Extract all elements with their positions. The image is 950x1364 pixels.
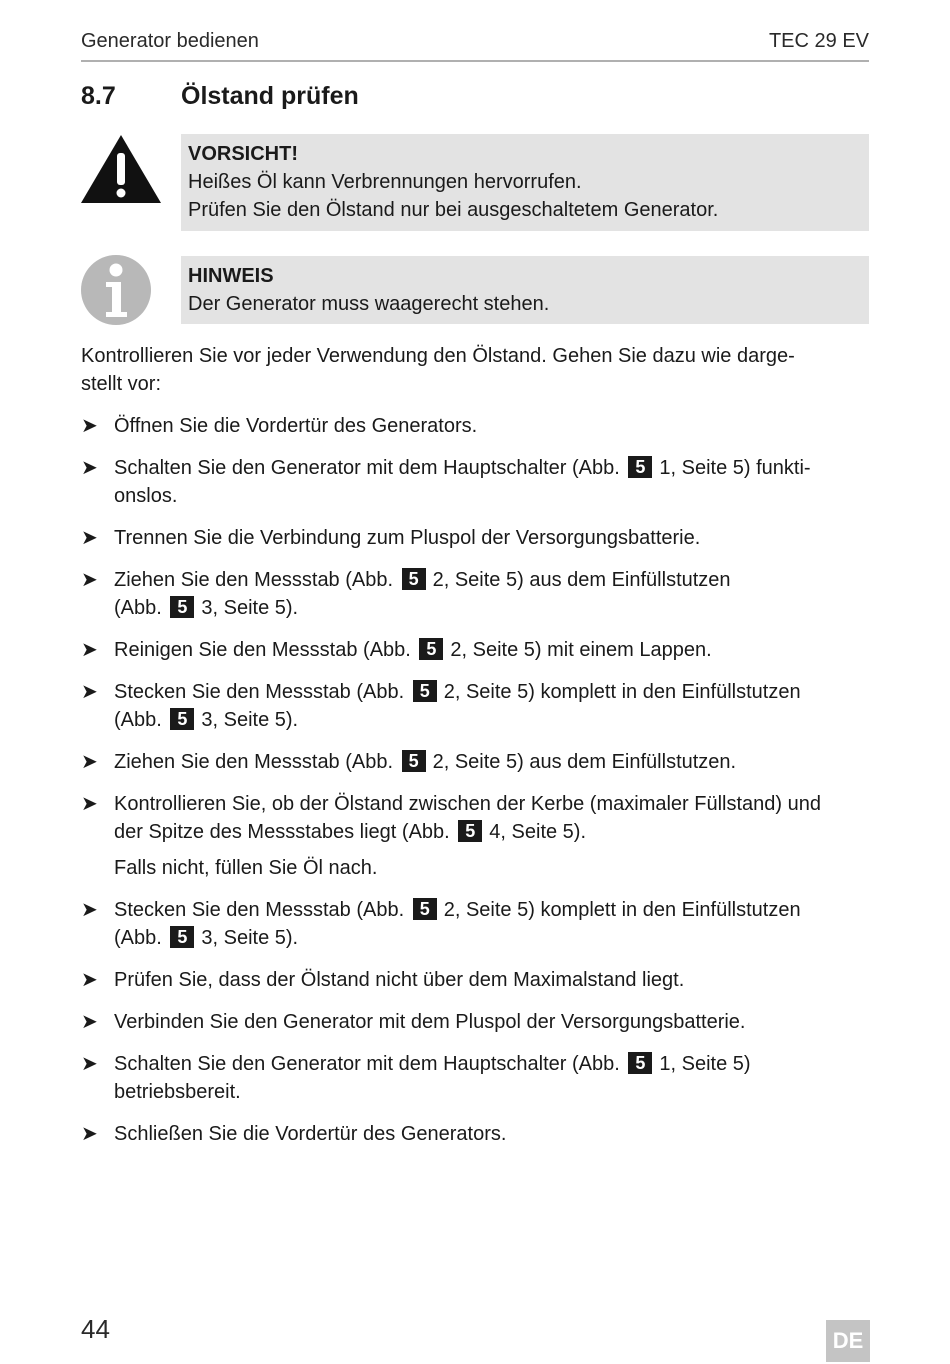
instruction-step	[81, 966, 869, 994]
instruction-step	[81, 412, 869, 440]
instruction-step	[81, 678, 869, 734]
figure-number-badge: 5	[628, 456, 652, 478]
page-number: 44	[81, 1314, 110, 1344]
note-label: HINWEIS	[188, 265, 274, 287]
figure-number-badge: 5	[628, 1052, 652, 1074]
step-line	[114, 896, 869, 924]
instruction-step	[81, 1008, 869, 1036]
caution-box	[181, 134, 869, 231]
step-text: (Abb.	[114, 927, 162, 949]
note-box	[181, 256, 869, 324]
figure-number-badge: 5	[413, 898, 437, 920]
instruction-step	[81, 636, 869, 664]
figure-number-badge: 5	[170, 708, 194, 730]
step-line	[114, 678, 869, 706]
arrow-bullet-icon: ➤	[81, 1123, 98, 1145]
step-line: Prüfen Sie, dass der Ölstand nicht über dem Maximalstand liegt.	[114, 969, 685, 991]
step-text: 2, Seite 5) komplett in den Einfüllstutzen	[443, 681, 801, 703]
step-text: 1, Seite 5) funkti-	[659, 457, 811, 479]
caution-line: Prüfen Sie den Ölstand nur bei ausgeschaltetem Generator.	[188, 199, 719, 221]
figure-number-badge: 5	[170, 596, 194, 618]
warning-triangle-icon	[80, 133, 162, 205]
step-text: 2, Seite 5) aus dem Einfüllstutzen.	[432, 751, 737, 773]
step-line	[114, 706, 869, 734]
step-text: Reinigen Sie den Messstab (Abb.	[114, 639, 411, 661]
figure-number-badge: 5	[402, 568, 426, 590]
step-line	[114, 818, 869, 846]
instruction-step	[81, 454, 869, 510]
caution-line: Heißes Öl kann Verbrennungen hervorrufen.	[188, 171, 582, 193]
intro-line: Kontrollieren Sie vor jeder Verwendung den Ölstand. Gehen Sie dazu wie darge-	[81, 345, 795, 367]
arrow-bullet-icon: ➤	[81, 899, 98, 921]
caution-label: VORSICHT!	[188, 143, 298, 165]
arrow-bullet-icon: ➤	[81, 1053, 98, 1075]
page-header	[81, 30, 869, 62]
step-line	[114, 566, 869, 594]
step-text: Schalten Sie den Generator mit dem Hauptschalter (Abb.	[114, 1053, 620, 1075]
step-line	[114, 748, 869, 776]
step-line: Verbinden Sie den Generator mit dem Pluspol der Versorgungsbatterie.	[114, 1011, 746, 1033]
step-text: 2, Seite 5) aus dem Einfüllstutzen	[432, 569, 731, 591]
step-text: 4, Seite 5).	[489, 821, 587, 843]
arrow-bullet-icon: ➤	[81, 1011, 98, 1033]
step-line	[114, 924, 869, 952]
instruction-step	[81, 748, 869, 776]
step-line	[114, 594, 869, 622]
figure-number-badge: 5	[402, 750, 426, 772]
step-text: 3, Seite 5).	[201, 927, 299, 949]
arrow-bullet-icon: ➤	[81, 639, 98, 661]
step-text: 2, Seite 5) komplett in den Einfüllstutzen	[443, 899, 801, 921]
instruction-step	[81, 1050, 869, 1106]
instruction-step	[81, 790, 869, 882]
arrow-bullet-icon: ➤	[81, 681, 98, 703]
step-line	[114, 1050, 869, 1078]
intro-line: stellt vor:	[81, 373, 162, 395]
arrow-bullet-icon: ➤	[81, 751, 98, 773]
figure-number-badge: 5	[413, 680, 437, 702]
instruction-step	[81, 896, 869, 952]
step-text: 2, Seite 5) mit einem Lappen.	[450, 639, 712, 661]
instruction-step	[81, 524, 869, 552]
step-line: Kontrollieren Sie, ob der Ölstand zwischen der Kerbe (maximaler Füllstand) und	[114, 793, 822, 815]
figure-number-badge: 5	[458, 820, 482, 842]
arrow-bullet-icon: ➤	[81, 415, 98, 437]
step-line: betriebsbereit.	[114, 1081, 241, 1103]
language-badge: DE	[826, 1320, 870, 1362]
section-number: 8.7	[81, 81, 116, 110]
step-text: Ziehen Sie den Messstab (Abb.	[114, 569, 394, 591]
step-text: Stecken Sie den Messstab (Abb.	[114, 899, 405, 921]
step-text: 3, Seite 5).	[201, 709, 299, 731]
arrow-bullet-icon: ➤	[81, 457, 98, 479]
step-note: Falls nicht, füllen Sie Öl nach.	[114, 857, 378, 879]
step-line	[114, 636, 869, 664]
step-text: Schalten Sie den Generator mit dem Hauptschalter (Abb.	[114, 457, 620, 479]
step-text: Ziehen Sie den Messstab (Abb.	[114, 751, 394, 773]
instruction-step	[81, 566, 869, 622]
figure-number-badge: 5	[170, 926, 194, 948]
header-model: TEC 29 EV	[768, 30, 869, 52]
note-line: Der Generator muss waagerecht stehen.	[188, 293, 550, 315]
section-title: Ölstand prüfen	[181, 81, 359, 110]
step-text: (Abb.	[114, 709, 162, 731]
step-text: der Spitze des Messstabes liegt (Abb.	[114, 821, 450, 843]
step-text: (Abb.	[114, 597, 162, 619]
intro-paragraph	[81, 342, 861, 398]
figure-number-badge: 5	[419, 638, 443, 660]
step-line	[114, 454, 869, 482]
step-text: Stecken Sie den Messstab (Abb.	[114, 681, 405, 703]
arrow-bullet-icon: ➤	[81, 793, 98, 815]
step-line: Öffnen Sie die Vordertür des Generators.	[114, 415, 478, 437]
step-text: 3, Seite 5).	[201, 597, 299, 619]
instruction-steps	[81, 412, 869, 1162]
step-line: Trennen Sie die Verbindung zum Pluspol der Versorgungsbatterie.	[114, 527, 701, 549]
instruction-step	[81, 1120, 869, 1148]
step-line: onslos.	[114, 485, 178, 507]
header-chapter: Generator bedienen	[81, 30, 259, 52]
section-heading	[81, 78, 869, 114]
info-icon	[80, 254, 152, 326]
step-line: Schließen Sie die Vordertür des Generators.	[114, 1123, 507, 1145]
arrow-bullet-icon: ➤	[81, 569, 98, 591]
arrow-bullet-icon: ➤	[81, 969, 98, 991]
arrow-bullet-icon: ➤	[81, 527, 98, 549]
step-text: 1, Seite 5)	[659, 1053, 751, 1075]
